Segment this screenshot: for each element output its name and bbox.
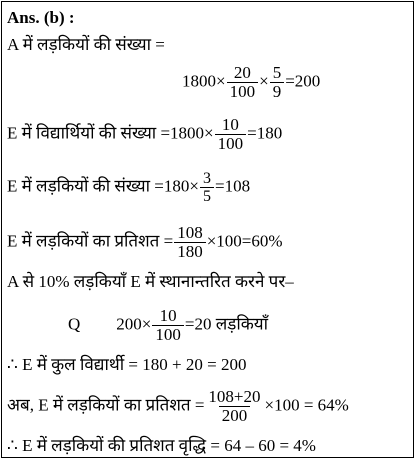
fraction-128-200: [205, 388, 263, 425]
fraction-numerator: 108: [177, 223, 203, 242]
answer-box: [1, 1, 414, 458]
girls-in-e-calc: [7, 170, 250, 205]
fraction-3-5: [200, 170, 214, 205]
fraction-denominator: 100: [215, 134, 247, 153]
answer-heading: Ans. (b) :: [7, 8, 75, 27]
fraction-10-100: [152, 307, 184, 344]
calc-result: =180: [247, 123, 283, 143]
transfer-calc: [68, 307, 268, 344]
fraction-20-100: [227, 64, 259, 101]
fraction-numerator: 20: [233, 63, 251, 82]
fraction-numerator: 10: [221, 115, 239, 134]
calc-result: =108: [214, 176, 251, 196]
fraction-denominator: 100: [152, 325, 184, 344]
girls-percent-e-calc: [7, 224, 283, 261]
fraction-10-100: [215, 116, 247, 153]
calc-lead: 200×: [116, 314, 152, 334]
times-sign: ×: [259, 71, 269, 91]
fraction-numerator: 3: [202, 170, 211, 187]
new-girls-percent-calc: [7, 388, 349, 425]
fraction-denominator: 200: [219, 406, 251, 425]
total-students-e: ∴ E में कुल विद्यार्थी = 180 + 20 = 200: [7, 355, 247, 374]
since-symbol: Q: [68, 314, 81, 334]
fraction-numerator: 108+20: [208, 387, 261, 406]
fraction-5-9: [270, 64, 285, 101]
calc-lead: E में लड़कियों का प्रतिशत =: [7, 231, 174, 251]
calc-lead: 1800×: [182, 71, 226, 91]
fraction-denominator: 100: [227, 82, 259, 101]
fraction-numerator: 10: [159, 306, 177, 325]
fraction-denominator: 9: [270, 82, 285, 101]
fraction-numerator: 5: [272, 63, 282, 82]
fraction-denominator: 5: [200, 187, 214, 205]
fraction-denominator: 180: [174, 242, 206, 261]
transfer-statement: A से 10% लड़कियाँ E में स्थानान्तरित करने पर–: [7, 272, 294, 291]
girls-in-a-label: A में लड़कियों की संख्या =: [7, 35, 165, 54]
calc-result: ×100=60%: [206, 231, 283, 251]
calc-lead: अब, E में लड़कियों का प्रतिशत =: [7, 395, 205, 415]
girls-in-a-calc: [182, 64, 320, 101]
calc-result: =20 लड़कियाँ: [184, 314, 269, 334]
calc-lead: E में लड़कियों की संख्या =180×: [7, 176, 199, 196]
calc-lead: E में विद्यार्थियों की संख्या =1800×: [7, 123, 214, 143]
percent-increase: ∴ E में लड़कियों की प्रतिशत वृद्धि = 64 – 60 = 4%: [7, 436, 316, 455]
calc-result: ×100 = 64%: [264, 395, 349, 415]
students-in-e-calc: [7, 116, 282, 153]
fraction-108-180: [174, 224, 206, 261]
calc-result: =200: [285, 71, 321, 91]
